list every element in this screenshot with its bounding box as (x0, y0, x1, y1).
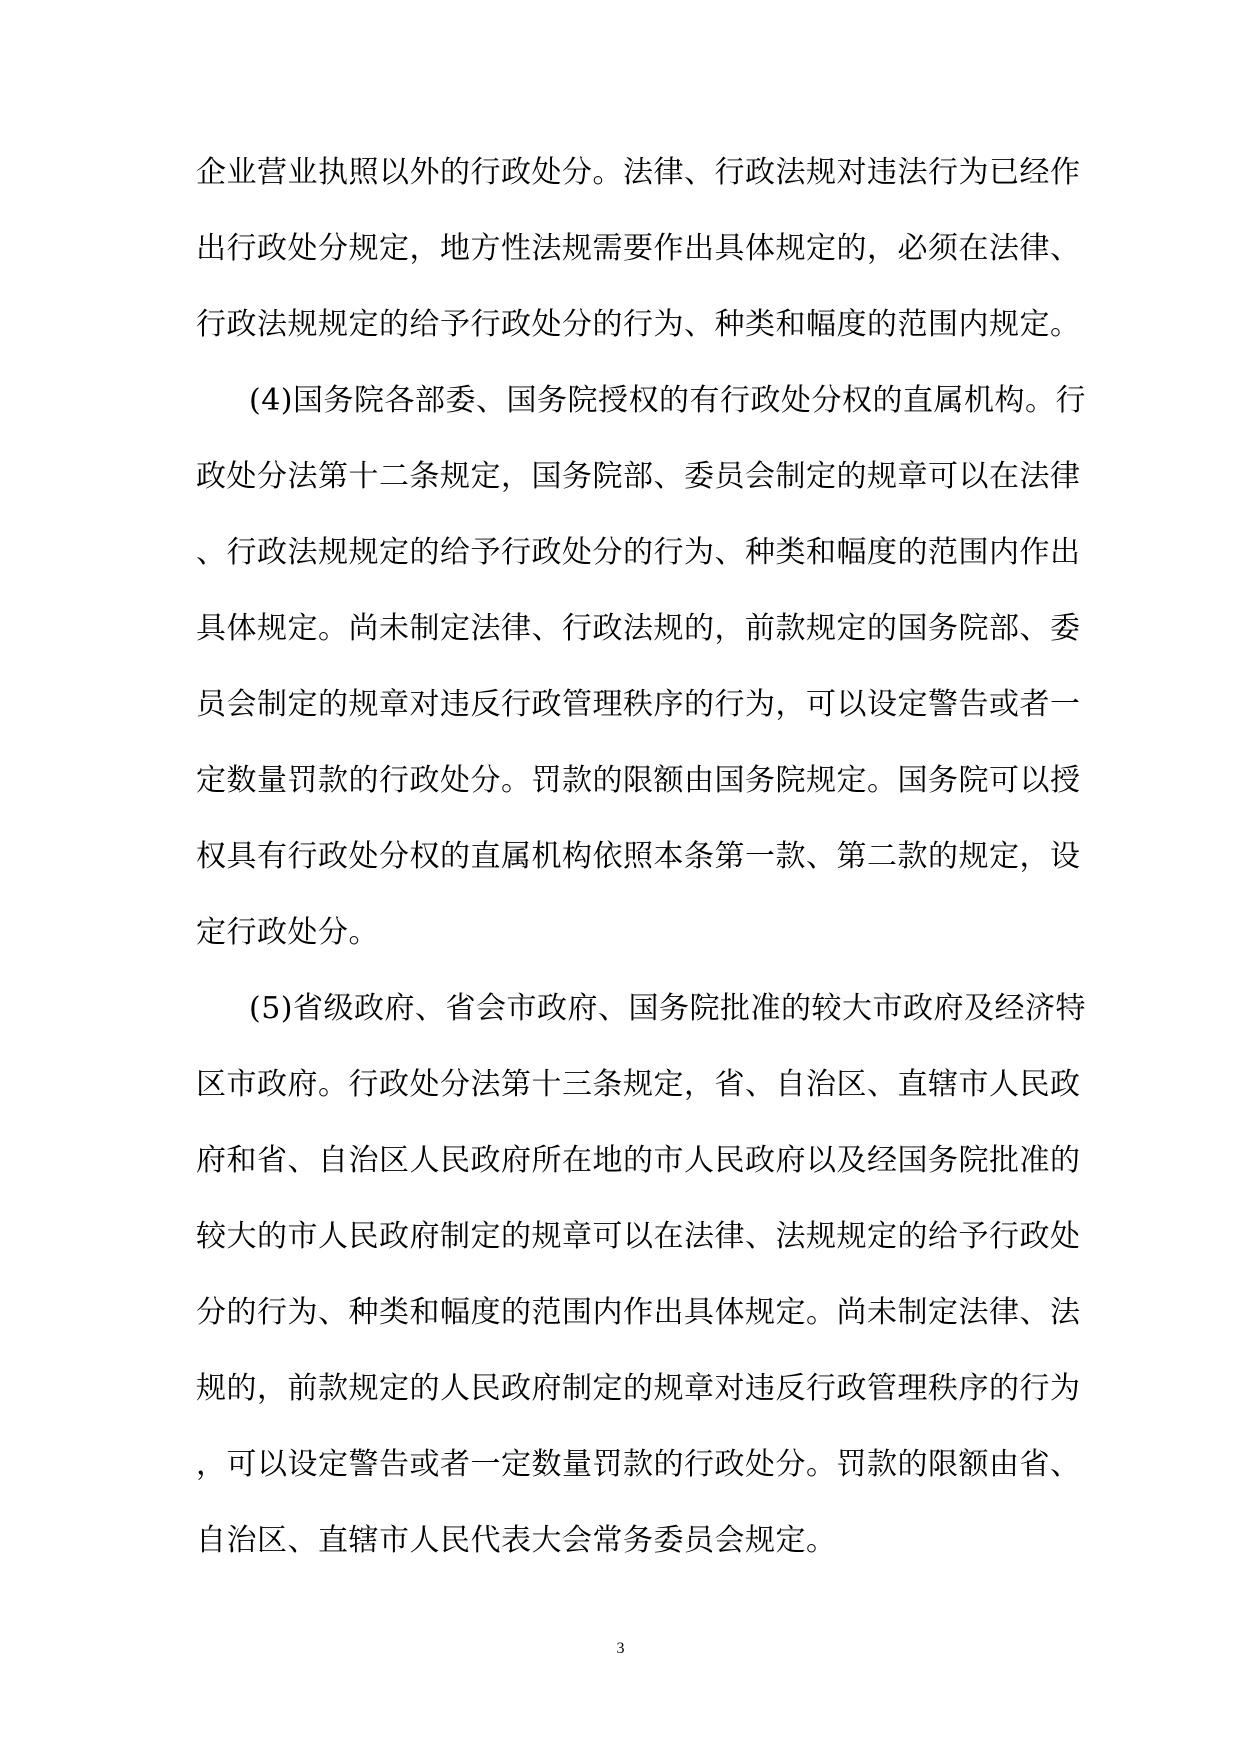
text-line: 出行政处分规定，地方性法规需要作出具体规定的，必须在法律、 (196, 231, 1081, 266)
text-line: 自治区、直辖市人民代表大会常务委员会规定。 (196, 1523, 837, 1558)
text-line: 较大的市人民政府制定的规章可以在法律、法规规定的给予行政处 (196, 1219, 1081, 1254)
paragraph-5-start: (5)省级政府、省会市政府、国务院批准的较大市政府及经济特 (249, 991, 1086, 1026)
text-line: 员会制定的规章对违反行政管理秩序的行为，可以设定警告或者一 (196, 687, 1081, 722)
text-line: 区市政府。行政处分法第十三条规定，省、自治区、直辖市人民政 (196, 1067, 1081, 1102)
paragraph-4-start: (4)国务院各部委、国务院授权的有行政处分权的直属机构。行 (249, 383, 1086, 418)
text-line: 定数量罚款的行政处分。罚款的限额由国务院规定。国务院可以授 (196, 763, 1081, 798)
text-line: 政处分法第十二条规定，国务院部、委员会制定的规章可以在法律 (196, 459, 1081, 494)
text-line: 、行政法规规定的给予行政处分的行为、种类和幅度的范围内作出 (196, 535, 1081, 570)
page-number: 3 (616, 1640, 625, 1657)
text-line: 定行政处分。 (196, 915, 379, 950)
text-line: 行政法规规定的给予行政处分的行为、种类和幅度的范围内规定。 (196, 307, 1081, 342)
text-line: 权具有行政处分权的直属机构依照本条第一款、第二款的规定，设 (196, 839, 1081, 874)
text-line: ，可以设定警告或者一定数量罚款的行政处分。罚款的限额由省、 (196, 1447, 1081, 1482)
text-line: 企业营业执照以外的行政处分。法律、行政法规对违法行为已经作 (196, 155, 1081, 190)
text-line: 规的，前款规定的人民政府制定的规章对违反行政管理秩序的行为 (196, 1371, 1081, 1406)
text-line: 府和省、自治区人民政府所在地的市人民政府以及经国务院批准的 (196, 1143, 1081, 1178)
body-text (196, 148, 1086, 1592)
text-line: 具体规定。尚未制定法律、行政法规的，前款规定的国务院部、委 (196, 611, 1081, 646)
text-line: 分的行为、种类和幅度的范围内作出具体规定。尚未制定法律、法 (196, 1295, 1081, 1330)
